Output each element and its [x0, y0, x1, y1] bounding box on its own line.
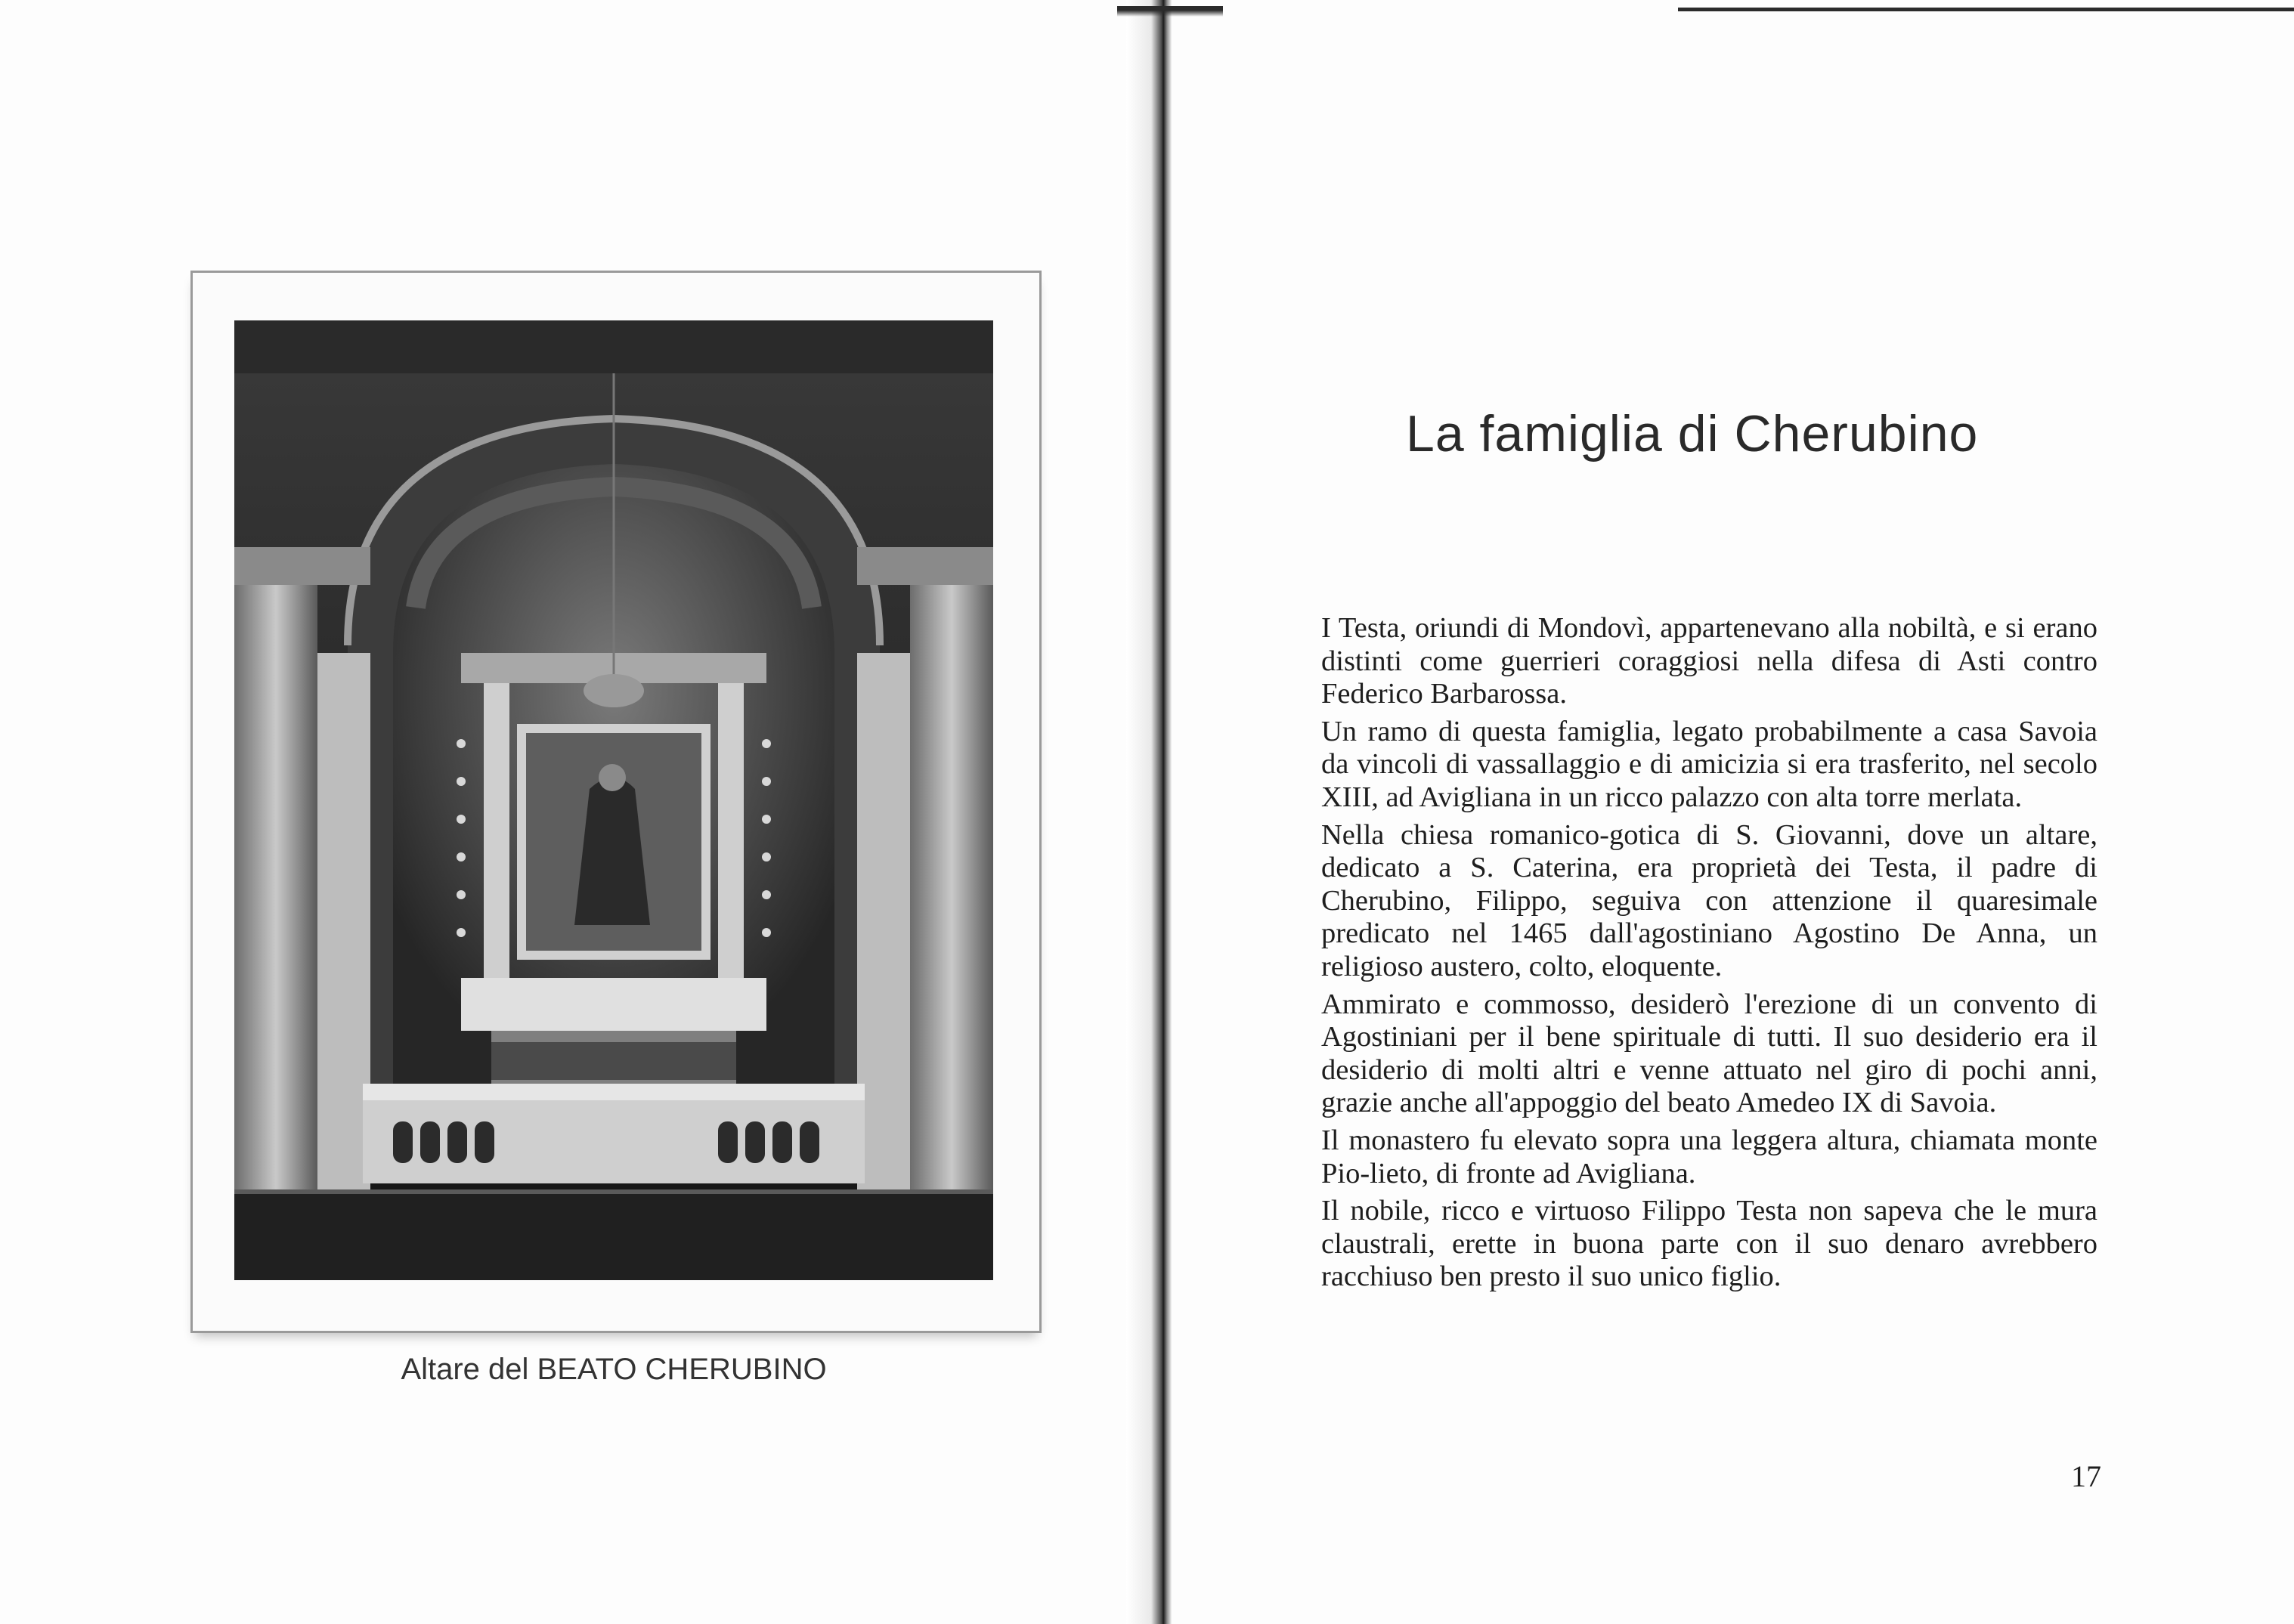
paragraph: I Testa, oriundi di Mondovì, appartenevano alla nobiltà, e si erano distinti come guerrieri coraggiosi nella difesa di Asti contro Federico Barbarossa.	[1321, 612, 2097, 710]
altar-photograph	[234, 320, 993, 1280]
gutter-shadow-mark	[1117, 6, 1223, 17]
top-edge-rule	[1678, 8, 2294, 11]
paragraph: Un ramo di questa famiglia, legato probabilmente a casa Savoia da vincoli di vassallaggio e di amicizia si era trasferito, nel secolo XIII, ad Avigliana in un ricco palazzo con alta torre merlata.	[1321, 715, 2097, 813]
paragraph: Il nobile, ricco e virtuoso Filippo Testa non sapeva che le mura claustrali, erette in buona parte con il suo denaro avrebbero racchiuso ben presto il suo unico figlio.	[1321, 1195, 2097, 1293]
altar-photo-drawing	[234, 320, 993, 1280]
book-gutter	[1126, 0, 1172, 1624]
paragraph: Ammirato e commosso, desiderò l'erezione di un convento di Agostiniani per il bene spirituale di tutti. Il suo desiderio era il desiderio di molti altri e venne attuato nel giro di pochi anni, grazie anche all'appoggio del beato Amedeo IX di Savoia.	[1321, 988, 2097, 1119]
page-number: 17	[2071, 1459, 2101, 1493]
chapter-title: La famiglia di Cherubino	[1406, 405, 1979, 462]
paragraph: Il monastero fu elevato sopra una leggera altura, chiamata monte Pio-lieto, di fronte ad Avigliana.	[1321, 1124, 2097, 1189]
chapter-body	[1321, 612, 2097, 1298]
paragraph: Nella chiesa romanico-gotica di S. Giovanni, dove un altare, dedicato a S. Caterina, era proprietà dei Testa, il padre di Cherubino, Filippo, seguiva con attenzione il quaresimale predicato nel 1465 dall'agostiniano Agostino De Anna, un religioso austero, colto, eloquente.	[1321, 818, 2097, 982]
photo-caption: Altare del BEATO CHERUBINO	[401, 1353, 827, 1386]
